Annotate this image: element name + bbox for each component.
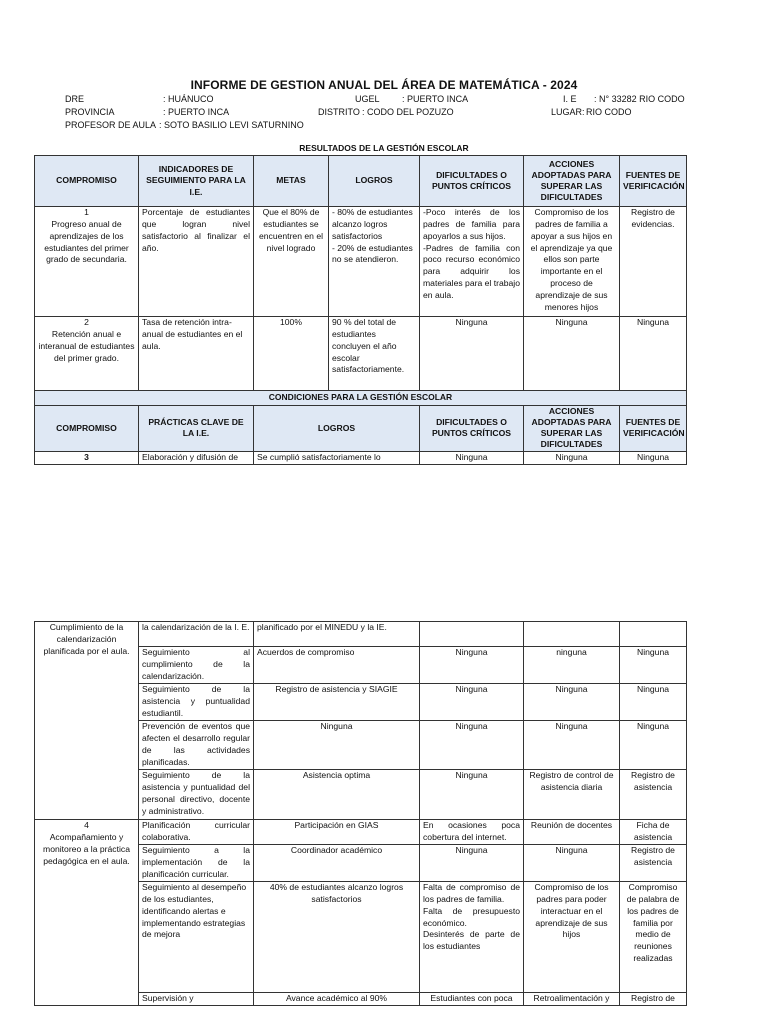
table-row [35, 622, 687, 647]
meta-cell: 100% [254, 317, 329, 391]
dificultad-line: Falta de presupuesto económico. [423, 905, 520, 928]
practica-cell: Supervisión y [139, 993, 254, 1006]
logro-cell: Se cumplió satisfactoriamente lo [254, 451, 420, 464]
dificultad-cell: En ocasiones poca cobertura del internet. [420, 820, 524, 845]
indicador-cell: Tasa de retención intra-anual de estudiantes en el aula. [139, 317, 254, 391]
practica-cell: la calendarización de la I. E. [139, 622, 254, 647]
logro-cell: Asistencia optima [254, 770, 420, 820]
dificultad-cell: Ninguna [420, 684, 524, 721]
practica-cell: Seguimiento de la asistencia y puntualidad estudiantil. [139, 684, 254, 721]
ie-label: I. E [563, 94, 577, 104]
compromiso-number: 4 [84, 820, 89, 830]
table-row [35, 317, 687, 391]
logro-cell: 40% de estudiantes alcanzo logros satisfactorios [254, 882, 420, 993]
profesor-label: PROFESOR DE AULA [65, 120, 157, 130]
fuente-cell: Ninguna [620, 721, 687, 770]
logro-cell: 90 % del total de estudiantes concluyen el año escolar satisfactoriamente. [329, 317, 420, 391]
section-results-title: RESULTADOS DE LA GESTIÓN ESCOLAR [299, 143, 469, 153]
accion-cell: Ninguna [524, 684, 620, 721]
accion-cell: Ninguna [524, 317, 620, 391]
dre-label: DRE [65, 94, 85, 104]
fuente-cell: Ninguna [620, 684, 687, 721]
col-logros: LOGROS [329, 156, 420, 207]
logro-cell: Participación en GIAS [254, 820, 420, 845]
compromiso-cell [35, 820, 139, 1006]
logro-cell: planificado por el MINEDU y la IE. [254, 622, 420, 647]
practica-cell: Seguimiento al desempeño de los estudiantes, identificando alertas e implementando estrategias de mejora [139, 882, 254, 993]
accion-cell: ninguna [524, 647, 620, 684]
logro-cell: Registro de asistencia y SIAGIE [254, 684, 420, 721]
fuente-cell: Ninguna [620, 647, 687, 684]
compromiso-number: 1 [84, 207, 89, 217]
compromiso-text: Acompañamiento y monitoreo a la práctica pedagógica en el aula. [43, 831, 130, 866]
fuente-cell: Registro de asistencia [620, 770, 687, 820]
dificultad-cell: Ninguna [420, 721, 524, 770]
provincia-label: PROVINCIA [65, 107, 115, 117]
accion-cell: Ninguna [524, 451, 620, 464]
accion-cell: Registro de control de asistencia diaria [524, 770, 620, 820]
dificultad-line: -Padres de familia con poco recurso económico para adquirir los materiales para el trabajo en aula. [423, 242, 520, 301]
accion-cell: Compromiso de los padres de familia a apoyar a sus hijos en el aprendizaje ya que ellos son parte importante en el proceso de aprendizaje de sus menores hijos [524, 207, 620, 317]
logro-cell: Ninguna [254, 721, 420, 770]
meta-cell: Que el 80% de estudiantes se encuentren en el nivel logrado [254, 207, 329, 317]
compromiso-cell [35, 317, 139, 391]
dificultad-cell: Ninguna [420, 770, 524, 820]
dificultad-cell: Ninguna [420, 317, 524, 391]
practica-cell: Seguimiento de la asistencia y puntualidad del personal directivo, docente y administrativo. [139, 770, 254, 820]
dre-value: : HUÁNUCO [163, 94, 214, 104]
col-acciones: ACCIONES ADOPTADAS PARA SUPERAR LAS DIFICULTADES [524, 156, 620, 207]
practica-cell: Elaboración y difusión de [139, 451, 254, 464]
compromiso-number: 3 [35, 451, 139, 464]
indicador-cell: Porcentaje de estudiantes que logran nivel satisfactorio al finalizar el año. [139, 207, 254, 317]
logro-line: - 20% de estudiantes no se atendieron. [332, 242, 413, 265]
table2-header-row [35, 405, 687, 451]
dificultad-cell [420, 622, 524, 647]
logro-cell [329, 207, 420, 317]
lugar-value: RIO CODO [586, 107, 632, 117]
table-row [35, 451, 687, 464]
compromiso-cell: Cumplimiento de la calendarización planificada por el aula. [35, 622, 139, 820]
col-fuentes: FUENTES DE VERIFICACIÓN [620, 156, 687, 207]
col-practicas: PRÁCTICAS CLAVE DE LA I.E. [139, 405, 254, 451]
fuente-cell: Ninguna [620, 451, 687, 464]
dificultad-cell [420, 882, 524, 993]
accion-cell: Ninguna [524, 845, 620, 882]
fuente-cell: Compromiso de palabra de los padres de familia por medio de reuniones realizadas [620, 882, 687, 993]
col-logros: LOGROS [254, 405, 420, 451]
col-dificultades: DIFICULTADES O PUNTOS CRÍTICOS [420, 405, 524, 451]
col-acciones: ACCIONES ADOPTADAS PARA SUPERAR LAS DIFICULTADES [524, 405, 620, 451]
fuente-cell: Ficha de asistencia [620, 820, 687, 845]
compromiso-text: Progreso anual de aprendizajes de los estudiantes del primer grado de secundaria. [44, 218, 129, 265]
section-conditions-row [35, 391, 687, 406]
results-table [34, 155, 687, 465]
accion-cell: Ninguna [524, 721, 620, 770]
col-indicadores: INDICADORES DE SEGUIMIENTO PARA LA I.E. [139, 156, 254, 207]
ugel-label: UGEL [355, 94, 380, 104]
fuente-cell: Ninguna [620, 317, 687, 391]
profesor-value: : SOTO BASILIO LEVI SATURNINO [159, 120, 304, 130]
dificultad-line: Falta de compromiso de los padres de familia. [423, 882, 520, 904]
section-conditions-title: CONDICIONES PARA LA GESTIÓN ESCOLAR [35, 391, 687, 406]
practica-cell: Planificación curricular colaborativa. [139, 820, 254, 845]
table1-header-row [35, 156, 687, 207]
fuente-cell [620, 622, 687, 647]
practica-cell: Seguimiento a la implementación de la planificación curricular. [139, 845, 254, 882]
table-row [35, 820, 687, 845]
accion-cell: Compromiso de los padres para poder interactuar en el aprendizaje de sus hijos [524, 882, 620, 993]
distrito-value: : CODO DEL POZUZO [362, 107, 454, 117]
fuente-cell: Registro de [620, 993, 687, 1006]
logro-cell: Avance académico al 90% [254, 993, 420, 1006]
practica-cell: Seguimiento al cumplimiento de la calendarización. [139, 647, 254, 684]
dificultad-cell: Estudiantes con poca [420, 993, 524, 1006]
accion-cell [524, 622, 620, 647]
distrito-label: DISTRITO [318, 107, 360, 117]
provincia-value: : PUERTO INCA [163, 107, 230, 117]
col-fuentes: FUENTES DE VERIFICACIÓN [620, 405, 687, 451]
dificultad-cell [420, 207, 524, 317]
compromiso-number: 2 [84, 317, 89, 327]
accion-cell: Retroalimentación y [524, 993, 620, 1006]
conditions-table-continued [34, 621, 687, 1006]
dificultad-cell: Ninguna [420, 451, 524, 464]
col-dificultades: DIFICULTADES O PUNTOS CRÍTICOS [420, 156, 524, 207]
logro-cell: Acuerdos de compromiso [254, 647, 420, 684]
ugel-value: : PUERTO INCA [402, 94, 469, 104]
fuente-cell: Registro de asistencia [620, 845, 687, 882]
fuente-cell: Registro de evidencias. [620, 207, 687, 317]
report-title: INFORME DE GESTION ANUAL DEL ÁREA DE MATEMÁTICA - 2024 [190, 78, 578, 92]
compromiso-text: Retención anual e interanual de estudiantes del primer grado. [38, 328, 135, 363]
dificultad-line: Desinterés de parte de los estudiantes [423, 929, 520, 952]
col-metas: METAS [254, 156, 329, 207]
logro-cell: Coordinador académico [254, 845, 420, 882]
logro-line: - 80% de estudiantes alcanzo logros satisfactorios [332, 207, 413, 241]
practica-cell: Prevención de eventos que afecten el desarrollo regular de las actividades planificadas. [139, 721, 254, 770]
compromiso-cell [35, 207, 139, 317]
table-row [35, 207, 687, 317]
ie-value: : N° 33282 RIO CODO [594, 94, 685, 104]
dificultad-line: -Poco interés de los padres de familia para apoyarlos a sus hijos. [423, 207, 520, 241]
col-compromiso: COMPROMISO [35, 405, 139, 451]
dificultad-cell: Ninguna [420, 845, 524, 882]
accion-cell: Reunión de docentes [524, 820, 620, 845]
lugar-label: LUGAR: [551, 107, 585, 117]
dificultad-cell: Ninguna [420, 647, 524, 684]
col-compromiso: COMPROMISO [35, 156, 139, 207]
